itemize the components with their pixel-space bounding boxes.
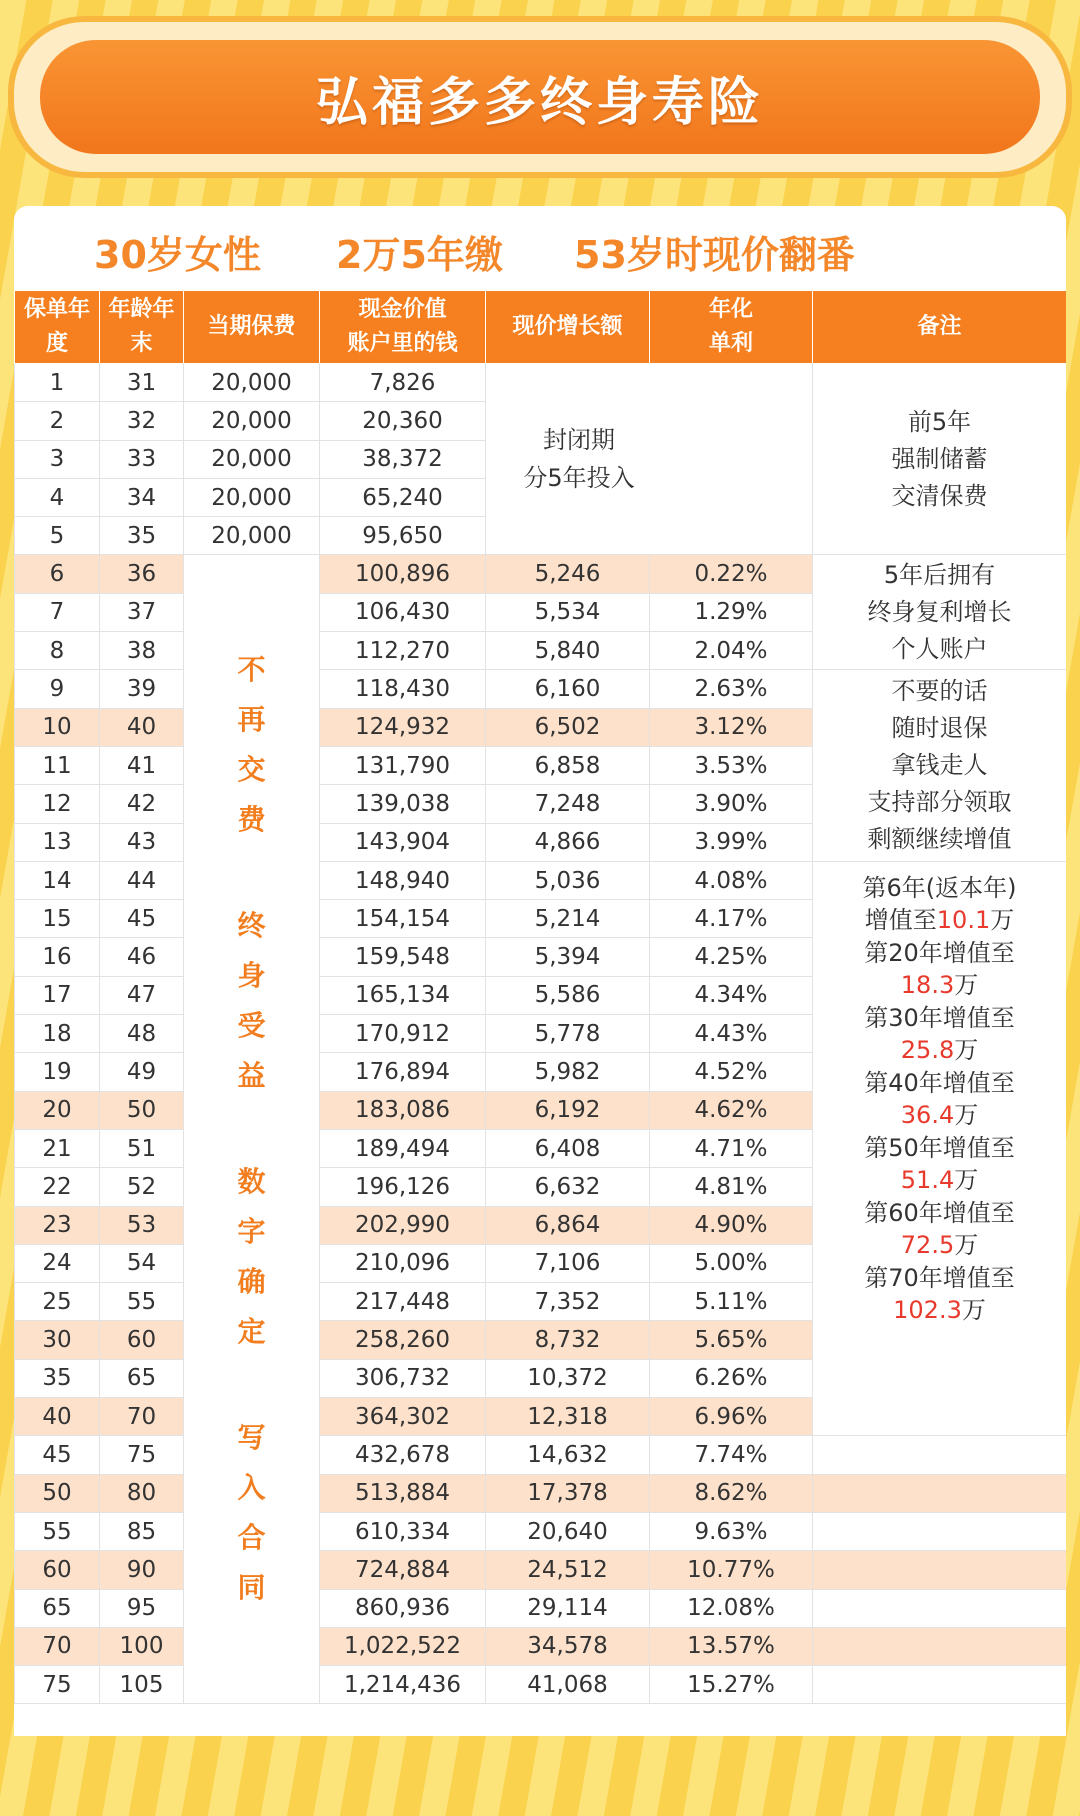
- cell-age: 50: [100, 1091, 184, 1129]
- cell-premium: 20,000: [184, 364, 320, 402]
- cell-policy-year: 65: [15, 1589, 100, 1627]
- cell-policy-year: 40: [15, 1398, 100, 1436]
- cell-policy-year: 60: [15, 1551, 100, 1589]
- milestone-unit: 万: [954, 1231, 979, 1260]
- cell-policy-year: 11: [15, 746, 100, 784]
- note-surrender-text-line: 不要的话: [891, 677, 988, 706]
- cell-growth: 14,632: [486, 1436, 650, 1474]
- cell-growth: 5,036: [486, 861, 650, 899]
- cell-cash-value: 258,260: [320, 1321, 486, 1359]
- col-cash-value: [320, 291, 486, 364]
- cell-policy-year: 2: [15, 402, 100, 440]
- milestone-label: 第50年增值至: [864, 1133, 1015, 1162]
- col-cash-value-label: 现金价值 账户里的钱: [347, 297, 458, 356]
- note-surrender: [813, 670, 1067, 861]
- cell-cash-value: 860,936: [320, 1589, 486, 1627]
- cell-policy-year: 30: [15, 1321, 100, 1359]
- cell-rate: 0.22%: [650, 555, 813, 593]
- cell-age: 41: [100, 746, 184, 784]
- milestone-value: 72.5: [900, 1231, 955, 1260]
- cell-cash-value: 217,448: [320, 1283, 486, 1321]
- slogan-char: 交: [237, 753, 266, 787]
- cell-growth: 17,378: [486, 1474, 650, 1512]
- cell-growth: 12,318: [486, 1398, 650, 1436]
- cell-cash-value: 306,732: [320, 1359, 486, 1397]
- cash-value-table: [14, 290, 1066, 1704]
- milestone-line: [813, 1132, 1066, 1165]
- note-first-five-text: [813, 404, 1066, 515]
- milestone-line: [813, 1002, 1066, 1035]
- page-title: 弘福多多终身寿险: [315, 72, 764, 133]
- cell-growth: 6,632: [486, 1168, 650, 1206]
- slogan-group-g2: [232, 901, 272, 1101]
- note-first-five-text-line: 强制储蓄: [891, 444, 988, 473]
- milestone-line: [813, 1067, 1066, 1100]
- cell-age: 44: [100, 861, 184, 899]
- cell-rate: 4.81%: [650, 1168, 813, 1206]
- slogan-char: 受: [237, 1009, 266, 1043]
- cell-rate: 2.04%: [650, 632, 813, 670]
- cell-growth: 8,732: [486, 1321, 650, 1359]
- cell-growth: 6,160: [486, 670, 650, 708]
- cell-age: 53: [100, 1206, 184, 1244]
- table-card: [14, 206, 1066, 1736]
- cell-rate: 3.99%: [650, 823, 813, 861]
- milestone-label: 第70年增值至: [864, 1263, 1015, 1292]
- slogan-char: 益: [237, 1059, 266, 1093]
- cell-rate: 8.62%: [650, 1474, 813, 1512]
- cell-policy-year: 20: [15, 1091, 100, 1129]
- col-premium-label: 当期保费: [207, 314, 296, 339]
- table-row: [15, 364, 1067, 402]
- cell-cash-value: 154,154: [320, 900, 486, 938]
- cell-cash-value: 610,334: [320, 1512, 486, 1550]
- cell-growth: 6,408: [486, 1129, 650, 1167]
- note-first-five-text-line: 前5年: [907, 407, 972, 436]
- cell-growth: 24,512: [486, 1551, 650, 1589]
- cell-policy-year: 55: [15, 1512, 100, 1550]
- milestone-unit: 万: [954, 1101, 979, 1130]
- cell-growth: 6,858: [486, 746, 650, 784]
- cell-rate: 4.90%: [650, 1206, 813, 1244]
- cell-age: 90: [100, 1551, 184, 1589]
- cell-age: 34: [100, 478, 184, 516]
- cell-age: 42: [100, 785, 184, 823]
- cell-growth: 5,778: [486, 1015, 650, 1053]
- cell-rate: 5.11%: [650, 1283, 813, 1321]
- cell-policy-year: 9: [15, 670, 100, 708]
- milestone-value: 36.4: [900, 1101, 955, 1130]
- cell-age: 60: [100, 1321, 184, 1359]
- table-header-row: [15, 291, 1067, 364]
- cell-age: 65: [100, 1359, 184, 1397]
- cell-cash-value: 210,096: [320, 1244, 486, 1282]
- cell-growth: 6,192: [486, 1091, 650, 1129]
- note-growth-milestones: [813, 861, 1067, 1435]
- note-surrender-text-line: 拿钱走人: [891, 751, 988, 780]
- col-age-label: 年龄年 末: [108, 297, 175, 356]
- cell-cash-value: 513,884: [320, 1474, 486, 1512]
- col-age: [100, 291, 184, 364]
- cell-age: 95: [100, 1589, 184, 1627]
- cell-policy-year: 25: [15, 1283, 100, 1321]
- side-slogan: [184, 555, 320, 1704]
- cell-rate: 4.08%: [650, 861, 813, 899]
- col-note: [813, 291, 1067, 364]
- note-surrender-text-line: 随时退保: [891, 714, 988, 743]
- cell-age: 47: [100, 976, 184, 1014]
- cell-rate: 4.71%: [650, 1129, 813, 1167]
- cell-growth: 5,214: [486, 900, 650, 938]
- milestone-line: [813, 872, 1066, 905]
- note-after-five-text-line: 5年后拥有: [883, 560, 996, 589]
- col-policy-year: [15, 291, 100, 364]
- milestone-line: [813, 1262, 1066, 1295]
- closed-period-cell: [486, 364, 813, 555]
- cell-rate: 7.74%: [650, 1436, 813, 1474]
- slogan-group-g3: [232, 1157, 272, 1357]
- cell-policy-year: 17: [15, 976, 100, 1014]
- cell-cash-value: 364,302: [320, 1398, 486, 1436]
- cell-age: 49: [100, 1053, 184, 1091]
- cell-growth: 7,106: [486, 1244, 650, 1282]
- col-growth-label: 现价增长额: [512, 314, 623, 339]
- cell-policy-year: 16: [15, 938, 100, 976]
- cell-rate: 4.34%: [650, 976, 813, 1014]
- cell-policy-year: 7: [15, 593, 100, 631]
- milestones-text: [813, 872, 1066, 1327]
- cell-rate: 3.12%: [650, 708, 813, 746]
- milestone-label: 第60年增值至: [864, 1198, 1015, 1227]
- col-note-label: 备注: [917, 314, 962, 339]
- table-row: [15, 555, 1067, 593]
- milestone-unit: 万: [954, 971, 979, 1000]
- cell-rate: 6.96%: [650, 1398, 813, 1436]
- cell-cash-value: 106,430: [320, 593, 486, 631]
- cell-policy-year: 24: [15, 1244, 100, 1282]
- milestone-line: [813, 904, 1066, 937]
- slogan-char: 费: [237, 803, 266, 837]
- cell-age: 51: [100, 1129, 184, 1167]
- milestone-unit: 万: [954, 1166, 979, 1195]
- summary-header: [14, 206, 1066, 290]
- cell-premium: 20,000: [184, 478, 320, 516]
- cell-rate: 3.90%: [650, 785, 813, 823]
- slogan-char: 数: [237, 1165, 266, 1199]
- col-growth: [486, 291, 650, 364]
- cell-premium: 20,000: [184, 402, 320, 440]
- note-surrender-text: [813, 673, 1066, 858]
- cell-policy-year: 5: [15, 517, 100, 555]
- cell-cash-value: 183,086: [320, 1091, 486, 1129]
- table-row: [15, 1512, 1067, 1550]
- cell-growth: 5,534: [486, 593, 650, 631]
- milestone-value: 25.8: [900, 1036, 955, 1065]
- cell-policy-year: 22: [15, 1168, 100, 1206]
- cell-policy-year: 19: [15, 1053, 100, 1091]
- cell-rate: 6.26%: [650, 1359, 813, 1397]
- cell-cash-value: 7,826: [320, 364, 486, 402]
- cell-age: 32: [100, 402, 184, 440]
- cell-growth: 5,586: [486, 976, 650, 1014]
- cell-cash-value: 170,912: [320, 1015, 486, 1053]
- milestone-unit: 万: [961, 1296, 986, 1325]
- cell-cash-value: 176,894: [320, 1053, 486, 1091]
- cell-growth: 6,502: [486, 708, 650, 746]
- cell-policy-year: 70: [15, 1627, 100, 1665]
- cell-policy-year: 1: [15, 364, 100, 402]
- cell-cash-value: 112,270: [320, 632, 486, 670]
- cell-growth: 41,068: [486, 1666, 650, 1704]
- cell-age: 38: [100, 632, 184, 670]
- slogan-char: 再: [237, 703, 266, 737]
- cell-cash-value: 20,360: [320, 402, 486, 440]
- summary-age: 30岁女性: [94, 233, 261, 277]
- cell-note: [813, 1666, 1067, 1704]
- cell-cash-value: 118,430: [320, 670, 486, 708]
- cell-cash-value: 1,022,522: [320, 1627, 486, 1665]
- summary-double: 53岁时现价翻番: [574, 233, 855, 277]
- slogan-char: 写: [237, 1421, 266, 1455]
- slogan-char: 定: [237, 1315, 266, 1349]
- cell-policy-year: 4: [15, 478, 100, 516]
- table-row: [15, 1666, 1067, 1704]
- cell-rate: 15.27%: [650, 1666, 813, 1704]
- cell-cash-value: 124,932: [320, 708, 486, 746]
- cell-cash-value: 1,214,436: [320, 1666, 486, 1704]
- milestone-value: 102.3: [893, 1296, 962, 1325]
- slogan-char: 不: [237, 653, 266, 687]
- cell-age: 55: [100, 1283, 184, 1321]
- table-row: [15, 1627, 1067, 1665]
- cell-growth: 34,578: [486, 1627, 650, 1665]
- cell-cash-value: 100,896: [320, 555, 486, 593]
- milestone-line: [813, 937, 1066, 970]
- milestone-label: 第40年增值至: [864, 1068, 1015, 1097]
- cell-growth: 5,840: [486, 632, 650, 670]
- milestone-label: 增值至: [864, 906, 937, 935]
- cell-age: 40: [100, 708, 184, 746]
- cell-rate: 4.25%: [650, 938, 813, 976]
- slogan-char: 同: [237, 1571, 266, 1605]
- table-row: [15, 1436, 1067, 1474]
- closed-period-line1: 封闭期: [543, 426, 615, 455]
- cell-growth: 29,114: [486, 1589, 650, 1627]
- cell-rate: 4.43%: [650, 1015, 813, 1053]
- cell-policy-year: 12: [15, 785, 100, 823]
- cell-age: 48: [100, 1015, 184, 1053]
- cell-growth: 7,352: [486, 1283, 650, 1321]
- cell-age: 52: [100, 1168, 184, 1206]
- cell-growth: 7,248: [486, 785, 650, 823]
- slogan-char: 身: [237, 959, 266, 993]
- cell-policy-year: 3: [15, 440, 100, 478]
- slogan-char: 确: [237, 1265, 266, 1299]
- milestone-line: [813, 1099, 1066, 1132]
- cell-age: 39: [100, 670, 184, 708]
- table-row: [15, 1589, 1067, 1627]
- cell-cash-value: 189,494: [320, 1129, 486, 1167]
- cell-cash-value: 131,790: [320, 746, 486, 784]
- cell-policy-year: 8: [15, 632, 100, 670]
- cell-cash-value: 139,038: [320, 785, 486, 823]
- cell-policy-year: 50: [15, 1474, 100, 1512]
- cell-policy-year: 75: [15, 1666, 100, 1704]
- col-rate-label: 年化 单利: [708, 297, 753, 356]
- cell-age: 43: [100, 823, 184, 861]
- table-row: [15, 670, 1067, 708]
- closed-period-line2: 分5年投入: [523, 464, 635, 493]
- cell-cash-value: 724,884: [320, 1551, 486, 1589]
- slogan-char: 入: [237, 1471, 266, 1505]
- slogan-group-g4: [232, 1413, 272, 1613]
- note-after-five-text-line: 个人账户: [891, 634, 988, 663]
- note-after-five-text-line: 终身复利增长: [867, 597, 1012, 626]
- cell-growth: 5,246: [486, 555, 650, 593]
- table-row: [15, 1551, 1067, 1589]
- cell-age: 31: [100, 364, 184, 402]
- cell-rate: 1.29%: [650, 593, 813, 631]
- cell-premium: 20,000: [184, 517, 320, 555]
- cell-rate: 12.08%: [650, 1589, 813, 1627]
- cell-policy-year: 14: [15, 861, 100, 899]
- cell-cash-value: 148,940: [320, 861, 486, 899]
- col-premium: [184, 291, 320, 364]
- cell-note: [813, 1551, 1067, 1589]
- cell-note: [813, 1627, 1067, 1665]
- note-first-five: [813, 364, 1067, 555]
- cell-cash-value: 38,372: [320, 440, 486, 478]
- cell-cash-value: 165,134: [320, 976, 486, 1014]
- cell-age: 80: [100, 1474, 184, 1512]
- cell-cash-value: 95,650: [320, 517, 486, 555]
- milestone-value: 51.4: [900, 1166, 955, 1195]
- cell-note: [813, 1589, 1067, 1627]
- cell-growth: 6,864: [486, 1206, 650, 1244]
- cell-growth: 10,372: [486, 1359, 650, 1397]
- cell-rate: 4.52%: [650, 1053, 813, 1091]
- cell-rate: 5.00%: [650, 1244, 813, 1282]
- cell-premium: 20,000: [184, 440, 320, 478]
- cell-policy-year: 21: [15, 1129, 100, 1167]
- cell-cash-value: 432,678: [320, 1436, 486, 1474]
- cell-policy-year: 15: [15, 900, 100, 938]
- milestone-line: [813, 1294, 1066, 1327]
- cell-rate: 10.77%: [650, 1551, 813, 1589]
- table-row: [15, 861, 1067, 899]
- cell-cash-value: 202,990: [320, 1206, 486, 1244]
- slogan-char: 字: [237, 1215, 266, 1249]
- summary-premium: 2万5年缴: [336, 233, 503, 277]
- title-banner: [14, 22, 1066, 172]
- cell-growth: 5,982: [486, 1053, 650, 1091]
- cell-cash-value: 65,240: [320, 478, 486, 516]
- cell-growth: 4,866: [486, 823, 650, 861]
- milestone-unit: 万: [954, 1036, 979, 1065]
- cell-note: [813, 1436, 1067, 1474]
- milestone-line: [813, 1034, 1066, 1067]
- cell-policy-year: 35: [15, 1359, 100, 1397]
- cell-policy-year: 13: [15, 823, 100, 861]
- slogan-char: 合: [237, 1521, 266, 1555]
- table-row: [15, 1474, 1067, 1512]
- cell-policy-year: 45: [15, 1436, 100, 1474]
- milestone-line: [813, 1164, 1066, 1197]
- note-surrender-text-line: 剩额继续增值: [867, 825, 1012, 854]
- milestone-label: 第20年增值至: [864, 938, 1015, 967]
- cell-age: 35: [100, 517, 184, 555]
- cell-cash-value: 143,904: [320, 823, 486, 861]
- cell-growth: 5,394: [486, 938, 650, 976]
- cell-rate: 5.65%: [650, 1321, 813, 1359]
- cell-note: [813, 1474, 1067, 1512]
- cell-policy-year: 10: [15, 708, 100, 746]
- milestone-line: [813, 1229, 1066, 1262]
- note-first-five-text-line: 交清保费: [891, 481, 988, 510]
- cell-age: 75: [100, 1436, 184, 1474]
- cell-rate: 2.63%: [650, 670, 813, 708]
- milestone-label: 第30年增值至: [864, 1003, 1015, 1032]
- milestone-value: 10.1: [936, 906, 991, 935]
- cell-policy-year: 23: [15, 1206, 100, 1244]
- cell-rate: 3.53%: [650, 746, 813, 784]
- milestone-label: 第6年(返本年): [862, 873, 1017, 902]
- table-body: [15, 364, 1067, 1704]
- cell-age: 105: [100, 1666, 184, 1704]
- note-after-five: [813, 555, 1067, 670]
- milestone-value: 18.3: [900, 971, 955, 1000]
- cell-cash-value: 159,548: [320, 938, 486, 976]
- cell-rate: 9.63%: [650, 1512, 813, 1550]
- cell-age: 45: [100, 900, 184, 938]
- cell-age: 36: [100, 555, 184, 593]
- milestone-unit: 万: [990, 906, 1015, 935]
- cell-rate: 13.57%: [650, 1627, 813, 1665]
- cell-age: 37: [100, 593, 184, 631]
- col-policy-year-label: 保单年 度: [23, 297, 90, 356]
- note-surrender-text-line: 支持部分领取: [867, 788, 1012, 817]
- cell-age: 54: [100, 1244, 184, 1282]
- title-banner-inner: [40, 40, 1040, 154]
- cell-cash-value: 196,126: [320, 1168, 486, 1206]
- cell-age: 100: [100, 1627, 184, 1665]
- cell-note: [813, 1512, 1067, 1550]
- slogan-group-g1: [232, 645, 272, 845]
- note-after-five-text: [813, 557, 1066, 668]
- cell-policy-year: 18: [15, 1015, 100, 1053]
- milestone-line: [813, 969, 1066, 1002]
- cell-rate: 4.62%: [650, 1091, 813, 1129]
- slogan-char: 终: [237, 909, 266, 943]
- cell-age: 46: [100, 938, 184, 976]
- cell-age: 70: [100, 1398, 184, 1436]
- milestone-line: [813, 1197, 1066, 1230]
- cell-age: 33: [100, 440, 184, 478]
- cell-policy-year: 6: [15, 555, 100, 593]
- col-rate: [650, 291, 813, 364]
- cell-age: 85: [100, 1512, 184, 1550]
- cell-rate: 4.17%: [650, 900, 813, 938]
- cell-growth: 20,640: [486, 1512, 650, 1550]
